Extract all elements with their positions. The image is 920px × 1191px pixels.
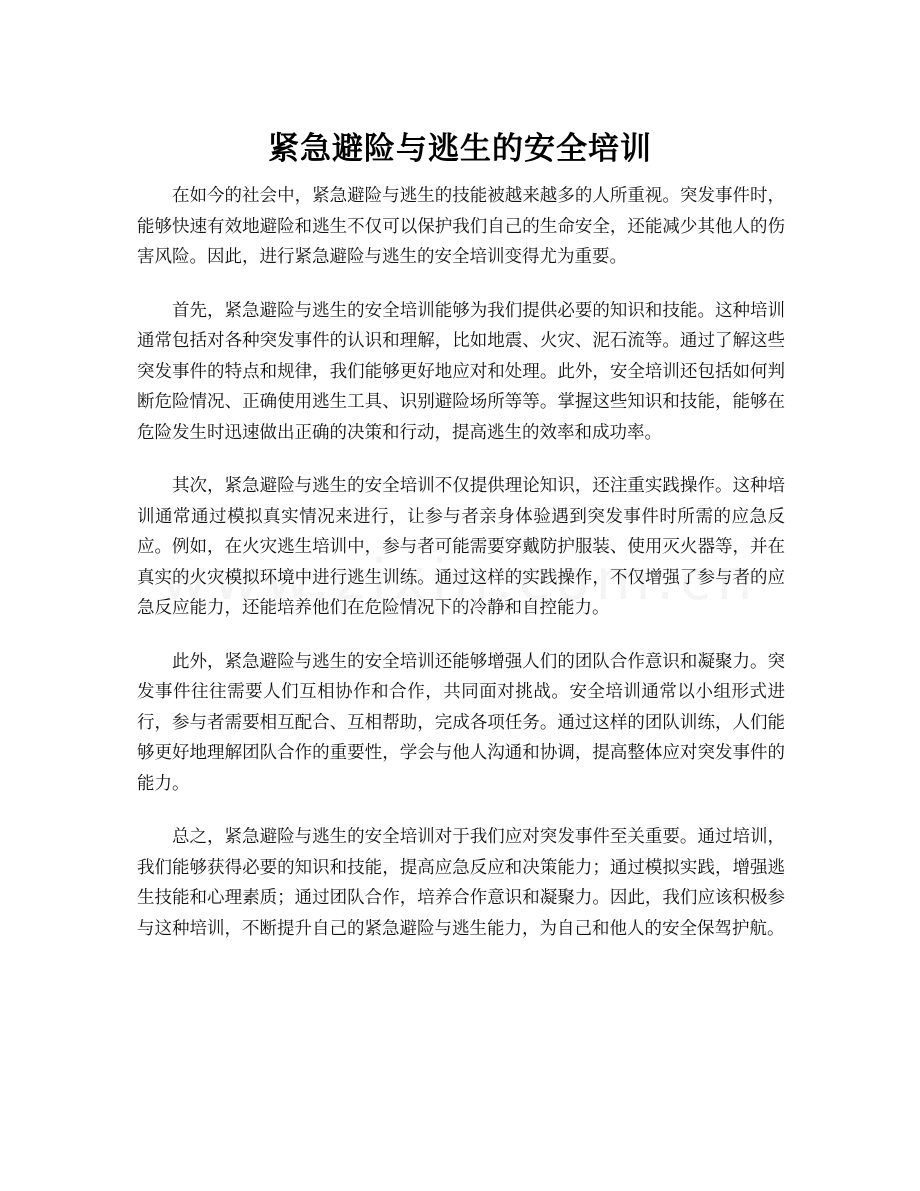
document-body	[137, 181, 785, 967]
paragraph-intro: 在如今的社会中，紧急避险与逃生的技能被越来越多的人所重视。突发事件时，能够快速有效地避险和逃生不仅可以保护我们自己的生命安全，还能减少其他人的伤害风险。因此，进行紧急避险与逃生的安全培训变得尤为重要。	[137, 186, 785, 267]
paragraph-knowledge: 首先，紧急避险与逃生的安全培训能够为我们提供必要的知识和技能。这种培训通常包括对各种突发事件的认识和理解，比如地震、火灾、泥石流等。通过了解这些突发事件的特点和规律，我们能够更好地应对和处理。此外，安全培训还包括如何判断危险情况、正确使用逃生工具、识别避险场所等等。掌握这些知识和技能，能够在危险发生时迅速做出正确的决策和行动，提高逃生的效率和成功率。	[137, 300, 785, 443]
paragraph-practice: 其次，紧急避险与逃生的安全培训不仅提供理论知识，还注重实践操作。这种培训通常通过模拟真实情况来进行，让参与者亲身体验遇到突发事件时所需的应急反应。例如，在火灾逃生培训中，参与者可能需要穿戴防护服装、使用灭火器等，并在真实的火灾模拟环境中进行逃生训练。通过这样的实践操作，不仅增强了参与者的应急反应能力，还能培养他们在危险情况下的冷静和自控能力。	[137, 476, 785, 618]
paragraph-conclusion: 总之，紧急避险与逃生的安全培训对于我们应对突发事件至关重要。通过培训，我们能够获得必要的知识和技能，提高应急反应和决策能力；通过模拟实践，增强逃生技能和心理素质；通过团队合作，培养合作意识和凝聚力。因此，我们应该积极参与这种培训，不断提升自己的紧急避险与逃生能力，为自己和他人的安全保驾护航。	[137, 827, 785, 939]
paragraph-teamwork: 此外，紧急避险与逃生的安全培训还能够增强人们的团队合作意识和凝聚力。突发事件往往需要人们互相协作和合作，共同面对挑战。安全培训通常以小组形式进行，参与者需要相互配合、互相帮助，完成各项任务。通过这样的团队训练，人们能够更好地理解团队合作的重要性，学会与他人沟通和协调，提高整体应对突发事件的能力。	[137, 651, 785, 794]
page-title: 紧急避险与逃生的安全培训	[268, 130, 652, 167]
